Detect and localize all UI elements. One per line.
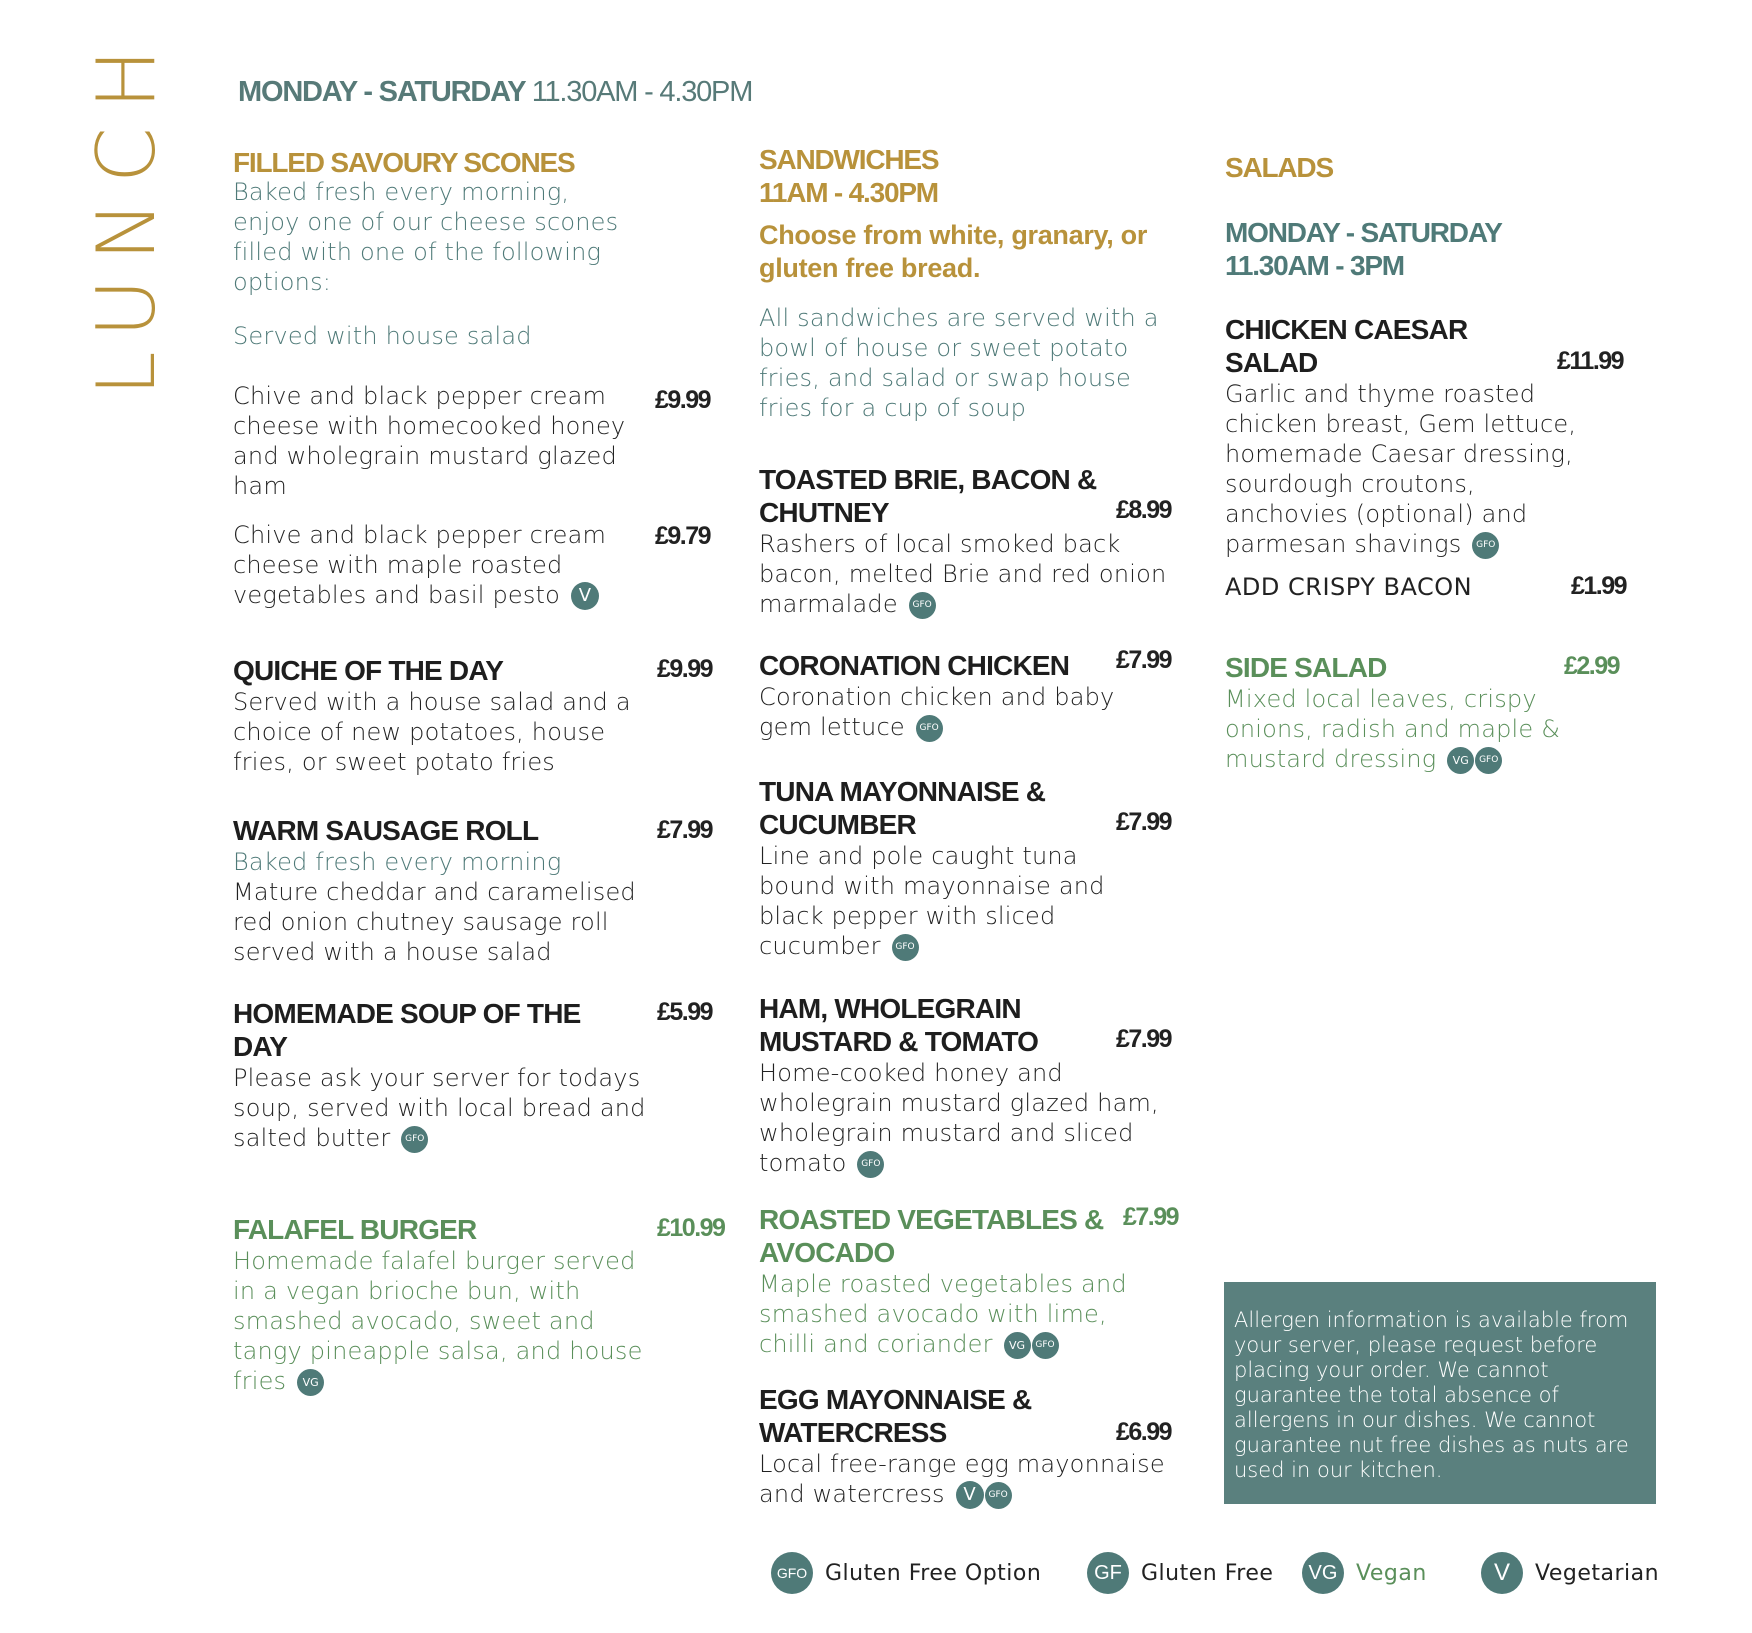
item-price: £7.99 [1116,1025,1172,1053]
item-desc [759,1058,1169,1178]
menu-item [233,814,663,967]
vegan-badge: VG [297,1369,324,1396]
item-price: £8.99 [1116,496,1172,524]
scones-heading: FILLED SAVOURY SCONES [233,147,575,178]
item-desc-text: Mixed local leaves, crispy onions, radish and maple & mustard dressing [1225,685,1561,773]
item-desc-text: Rashers of local smoked back bacon, melted Brie and red onion marmalade [759,530,1167,618]
salads-hours: MONDAY - SATURDAY 11.30AM - 3PM [1225,217,1502,281]
item-desc-text: Homemade falafel burger served in a vegan brioche bun, with smashed avocado, sweet and tangy pineapple salsa, and house fries [233,1247,643,1395]
scone-option-price: £9.79 [655,522,711,550]
item-desc [759,1449,1179,1509]
item-title: TUNA MAYONNAISE & CUCUMBER [759,776,1046,840]
scones-served: Served with house salad [233,322,532,350]
opening-hours [238,76,752,109]
gluten-free-option-badge: GFO [909,592,936,619]
item-title: HOMEMADE SOUP OF THE DAY [233,998,581,1062]
item-desc-text: Home-cooked honey and wholegrain mustard glazed ham, wholegrain mustard and sliced tomato [759,1059,1159,1177]
menu-item [233,1213,663,1396]
menu-item [759,992,1179,1178]
item-title: ROASTED VEGETABLES & AVOCADO [759,1204,1104,1268]
item-title: CORONATION CHICKEN [759,650,1070,681]
addon-price: £1.99 [1571,572,1627,600]
gluten-free-option-badge: GFO [1032,1332,1059,1359]
item-price: £11.99 [1557,347,1624,375]
item-desc [759,1269,1159,1359]
legend-label: Gluten Free Option [825,1560,1042,1586]
item-price: £7.99 [1116,808,1172,836]
sandwiches-header [759,143,1179,423]
item-title: TOASTED BRIE, BACON & CHUTNEY [759,464,1097,528]
gluten-free-option-badge: GFO [1472,532,1499,559]
menu-item [233,654,653,777]
scones-intro: Baked fresh every morning, enjoy one of our cheese scones filled with one of the following options: [233,178,619,296]
bread-choice: Choose from white, granary, or gluten free bread. [759,220,1148,283]
item-title: CHICKEN CAESAR SALAD [1225,314,1468,378]
vegetarian-badge: V [956,1481,984,1509]
item-price: £7.99 [1123,1203,1179,1231]
item-desc [759,682,1139,742]
scone-option [233,381,653,501]
item-desc [1225,684,1565,774]
gluten-free-option-badge: GFO [892,934,919,961]
gluten-free-icon: GF [1087,1552,1129,1594]
item-desc [233,1246,663,1396]
menu-item [233,997,663,1153]
item-desc-text: Local free-range egg mayonnaise and watercress [759,1450,1165,1508]
scones-section [233,146,653,351]
menu-item [759,463,1179,619]
item-desc [759,841,1159,961]
item-desc-text: Please ask your server for todays soup, served with local bread and salted butter [233,1064,646,1152]
item-title: QUICHE OF THE DAY [233,655,504,686]
scone-option-desc: Chive and black pepper cream cheese with homecooked honey and wholegrain mustard glazed ham [233,382,626,500]
item-title: FALAFEL BURGER [233,1214,477,1245]
item-desc [759,529,1179,619]
column-salads [1225,151,1645,773]
item-desc-text: Maple roasted vegetables and smashed avocado with lime, chilli and coriander [759,1270,1127,1358]
sandwiches-served: All sandwiches are served with a bowl of house or sweet potato fries, and salad or swap house fries for a cup of soup [759,304,1159,422]
gluten-free-option-badge: GFO [401,1126,428,1153]
item-desc-text: Garlic and thyme roasted chicken breast, Gem lettuce, homemade Caesar dressing, sourdough croutons, anchovies (optional) and parmesan shavings [1225,380,1577,558]
legend-item [1481,1552,1659,1594]
gluten-free-option-icon: GFO [771,1552,813,1594]
item-price: £7.99 [657,816,713,844]
addon-label: ADD CRISPY BACON [1225,573,1473,601]
gluten-free-option-badge: GFO [985,1482,1012,1509]
item-price: £10.99 [657,1214,725,1242]
vegan-badge: VG [1004,1332,1031,1359]
item-desc-text: Line and pole caught tuna bound with mayonnaise and black pepper with sliced cucumber [759,842,1105,960]
vegetarian-badge: V [571,582,599,610]
item-desc [1225,379,1605,559]
item-desc-text: Coronation chicken and baby gem lettuce [759,683,1115,741]
item-desc: Served with a house salad and a choice of new potatoes, house fries, or sweet potato fries [233,688,631,776]
vegan-badge: VG [1447,747,1474,774]
item-title: WARM SAUSAGE ROLL [233,815,539,846]
item-title: SIDE SALAD [1225,652,1387,683]
scone-option-desc-text: Chive and black pepper cream cheese with maple roasted vegetables and basil pesto [233,521,607,609]
menu-item [759,1203,1179,1359]
sandwiches-hours: 11AM - 4.30PM [759,177,938,208]
item-note: Baked fresh every morning [233,848,562,876]
scone-option-desc [233,520,653,610]
item-title: HAM, WHOLEGRAIN MUSTARD & TOMATO [759,993,1039,1057]
gluten-free-option-badge: GFO [916,715,943,742]
vegetarian-icon: V [1481,1552,1523,1594]
item-desc [233,1063,663,1153]
gluten-free-option-badge: GFO [857,1151,884,1178]
opening-times: 11.30AM - 4.30PM [531,76,753,108]
lunch-title-text: LUNCH [80,31,173,396]
salads-heading: SALADS [1225,152,1333,183]
item-price: £2.99 [1564,652,1620,680]
vegan-icon: VG [1302,1552,1344,1594]
legend-item [1302,1552,1427,1594]
item-price: £6.99 [1116,1418,1172,1446]
legend-label: Vegan [1356,1560,1427,1586]
scone-option-price: £9.99 [655,386,711,414]
opening-days: MONDAY - SATURDAY [238,76,525,108]
sandwiches-heading: SANDWICHES [759,144,939,175]
lunch-title [80,31,173,396]
legend-item [771,1552,1041,1594]
item-title: EGG MAYONNAISE & WATERCRESS [759,1384,1032,1448]
legend-label: Gluten Free [1141,1560,1274,1586]
item-price: £9.99 [657,655,713,683]
scone-option [233,520,653,610]
item-price: £5.99 [657,998,713,1026]
item-price: £7.99 [1116,646,1172,674]
gluten-free-option-badge: GFO [1475,747,1502,774]
allergen-notice: Allergen information is available from your server, please request before placing your order. We cannot guarantee the total absence of allergens in our dishes. We cannot guarantee nut free dishes as nuts are used in our kitchen. [1224,1282,1656,1504]
legend-item [1087,1552,1273,1594]
legend-label: Vegetarian [1535,1560,1660,1586]
item-desc: Mature cheddar and caramelised red onion chutney sausage roll served with a house salad [233,878,636,966]
menu-item [759,775,1179,961]
